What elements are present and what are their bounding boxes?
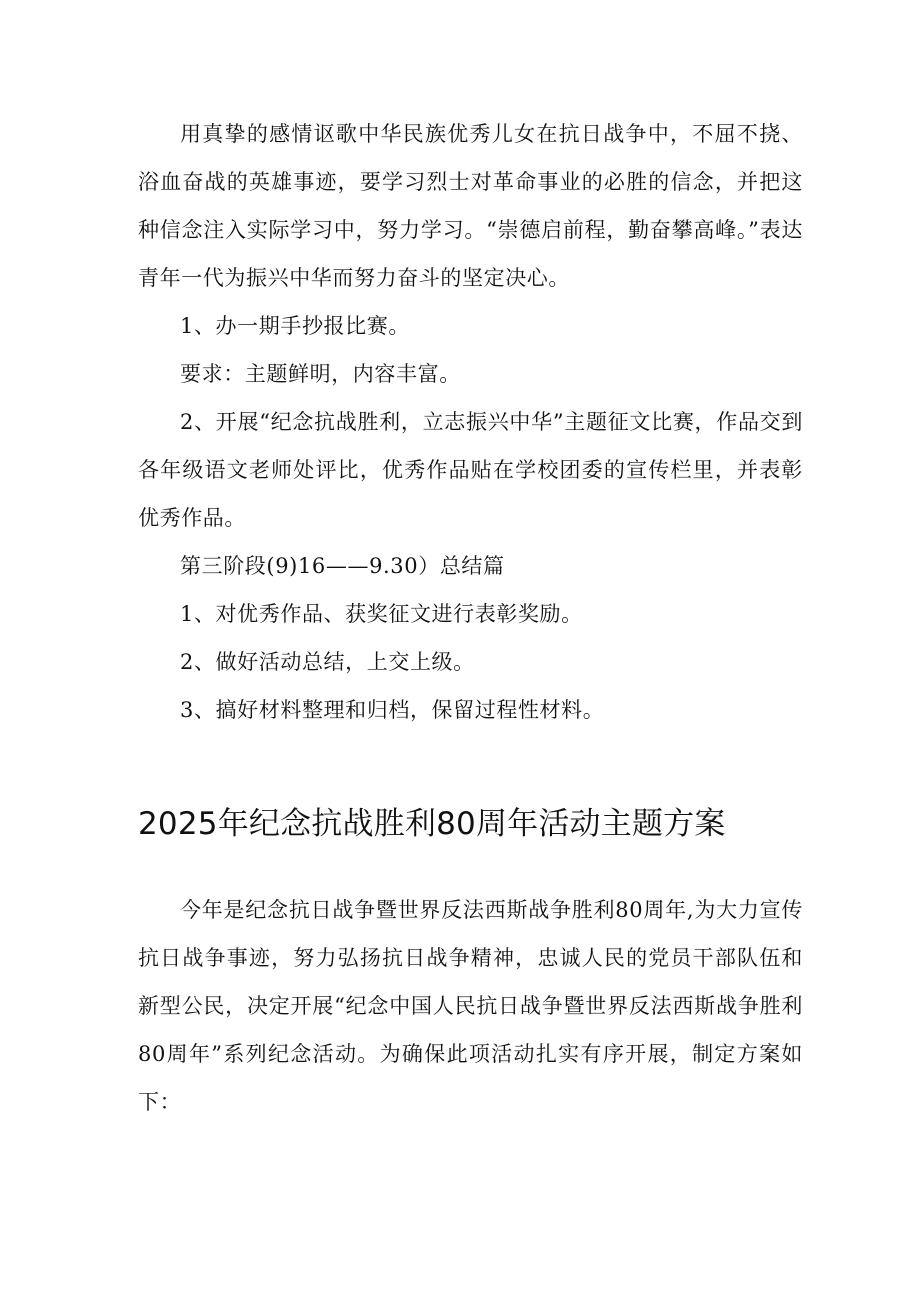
plan-intro-section — [138, 886, 803, 1126]
list-item-essay-contest: 2、开展“纪念抗战胜利，立志振兴中华”主题征文比赛，作品交到各年级语文老师处评比，优秀作品贴在学校团委的宣传栏里，并表彰优秀作品。 — [138, 410, 803, 530]
requirement-paragraph: 要求：主题鲜明，内容丰富。 — [180, 362, 461, 386]
list-item-archive: 3、搞好材料整理和归档，保留过程性材料。 — [180, 698, 605, 722]
plan-intro-paragraph: 今年是纪念抗日战争暨世界反法西斯战争胜利80周年,为大力宣传抗日战争事迹，努力弘扬抗日战争精神，忠诚人民的党员干部队伍和新型公民，决定开展“纪念中国人民抗日战争暨世界反法西斯战争胜利80周年”系列纪念活动。为确保此项活动扎实有序开展，制定方案如下： — [138, 898, 803, 1114]
list-item-summary: 2、做好活动总结，上交上级。 — [180, 650, 475, 674]
list-item-awards: 1、对优秀作品、获奖征文进行表彰奖励。 — [180, 602, 583, 626]
activity-plan-section — [138, 110, 803, 734]
phase-three-title: 第三阶段(9)16——9.30）总结篇 — [180, 554, 505, 578]
list-item-handwritten-newspaper: 1、办一期手抄报比赛。 — [180, 314, 410, 338]
document-title: 2025年纪念抗战胜利80周年活动主题方案 — [138, 806, 726, 842]
intro-paragraph: 用真挚的感情讴歌中华民族优秀儿女在抗日战争中，不屈不挠、浴血奋战的英雄事迹，要学习烈士对革命事业的必胜的信念，并把这种信念注入实际学习中，努力学习。“崇德启前程，勤奋攀高峰。”表达青年一代为振兴中华而努力奋斗的坚定决心。 — [138, 122, 803, 290]
